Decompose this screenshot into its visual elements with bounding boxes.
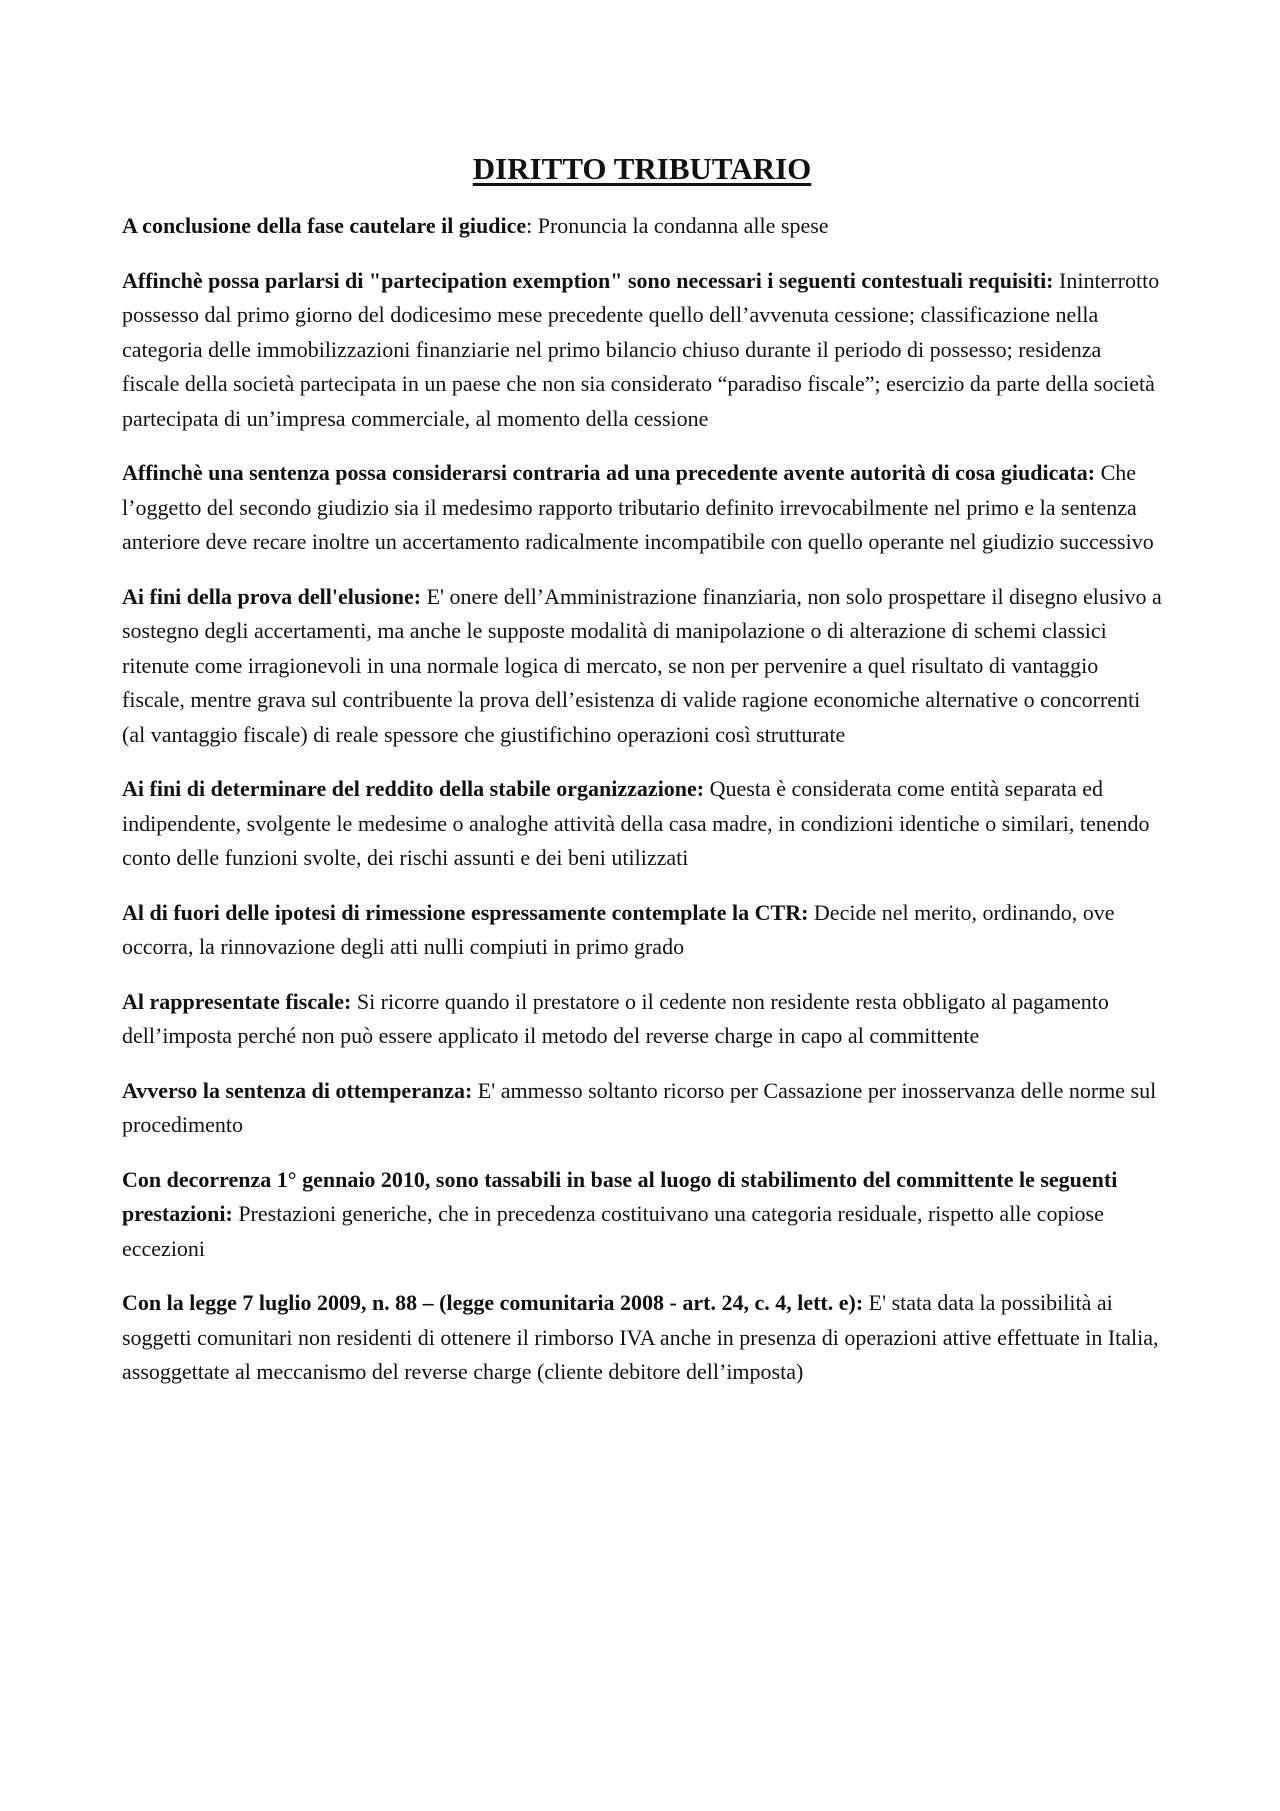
entry-question: Ai fini della prova dell'elusione:	[122, 583, 422, 609]
qa-entry	[122, 985, 1162, 1054]
entry-question: Ai fini di determinare del reddito della stabile organizzazione:	[122, 776, 705, 802]
entry-answer: Questa è considerata come entità separata ed indipendente, svolgente le medesime o analoghe attività della casa madre, in condizioni identiche o similari, tenendo conto delle funzioni svolte, dei rischi assunti e dei beni utilizzati	[122, 776, 1150, 871]
entry-separator: :	[526, 213, 538, 239]
entry-answer: Ininterrotto possesso dal primo giorno del dodicesimo mese precedente quello dell’avvenuta cessione; classificazione nella categoria delle immobilizzazioni finanziarie nel primo bilancio chiuso durante il periodo di possesso; residenza fiscale della società partecipata in un paese che non sia considerato “paradiso fiscale”; esercizio da parte della società partecipata di un’impresa commerciale, al momento della cessione	[122, 267, 1160, 431]
qa-entry	[122, 1074, 1162, 1143]
entry-question: Affinchè possa parlarsi di "partecipation exemption" sono necessari i seguenti contestuali requisiti:	[122, 267, 1054, 293]
entry-question: Affinchè una sentenza possa considerarsi contraria ad una precedente avente autorità di cosa giudicata:	[122, 460, 1096, 486]
qa-entry	[122, 580, 1162, 753]
entry-answer: Pronuncia la condanna alle spese	[537, 213, 829, 239]
entry-answer: Si ricorre quando il prestatore o il cedente non residente resta obbligato al pagamento dell’imposta perché non può essere applicato il metodo del reverse charge in capo al committente	[122, 988, 1109, 1049]
entry-question: A conclusione della fase cautelare il giudice	[122, 213, 527, 239]
entry-question: Con la legge 7 luglio 2009, n. 88 – (legge comunitaria 2008 - art. 24, c. 4, lett. e):	[122, 1290, 864, 1316]
entry-question: Al rappresentate fiscale:	[122, 988, 352, 1014]
entry-answer: Che l’oggetto del secondo giudizio sia il medesimo rapporto tributario definito irrevocabilmente nel primo e la sentenza anteriore deve recare inoltre un accertamento radicalmente incompatibile con quello operante nel giudizio successivo	[122, 460, 1154, 555]
entry-question: Avverso la sentenza di ottemperanza:	[122, 1077, 473, 1103]
qa-entry	[122, 896, 1162, 965]
qa-entry	[122, 456, 1162, 560]
entry-question: Con decorrenza 1° gennaio 2010, sono tassabili in base al luogo di stabilimento del committente le seguenti prestazioni:	[122, 1166, 1118, 1227]
page-title: DIRITTO TRIBUTARIO	[472, 151, 812, 186]
entry-answer: E' onere dell’Amministrazione finanziaria, non solo prospettare il disegno elusivo a sostegno degli accertamenti, ma anche le supposte modalità di manipolazione o di alterazione di schemi classici ritenute come irragionevoli in una normale logica di mercato, se non per pervenire a quel risultato di vantaggio fiscale, mentre grava sul contribuente la prova dell’esistenza di valide ragione economiche alternative o concorrenti (al vantaggio fiscale) di reale spessore che giustifichino operazioni così strutturate	[122, 583, 1162, 747]
qa-entry	[122, 264, 1162, 437]
qa-entry	[122, 772, 1162, 876]
entry-answer: Decide nel merito, ordinando, ove occorra, la rinnovazione degli atti nulli compiuti in primo grado	[122, 899, 1115, 960]
document-page	[122, 150, 1162, 1410]
entry-answer: E' ammesso soltanto ricorso per Cassazione per inosservanza delle norme sul procedimento	[122, 1077, 1157, 1138]
qa-entry	[122, 209, 1162, 244]
entry-question: Al di fuori delle ipotesi di rimessione espressamente contemplate la CTR:	[122, 899, 809, 925]
qa-entry	[122, 1163, 1162, 1267]
qa-entry	[122, 1286, 1162, 1390]
entry-answer: E' stata data la possibilità ai soggetti comunitari non residenti di ottenere il rimborso IVA anche in presenza di operazioni attive effettuate in Italia, assoggettate al meccanismo del reverse charge (cliente debitore dell’imposta)	[122, 1290, 1159, 1385]
entry-answer: Prestazioni generiche, che in precedenza costituivano una categoria residuale, rispetto alle copiose eccezioni	[122, 1201, 1104, 1261]
